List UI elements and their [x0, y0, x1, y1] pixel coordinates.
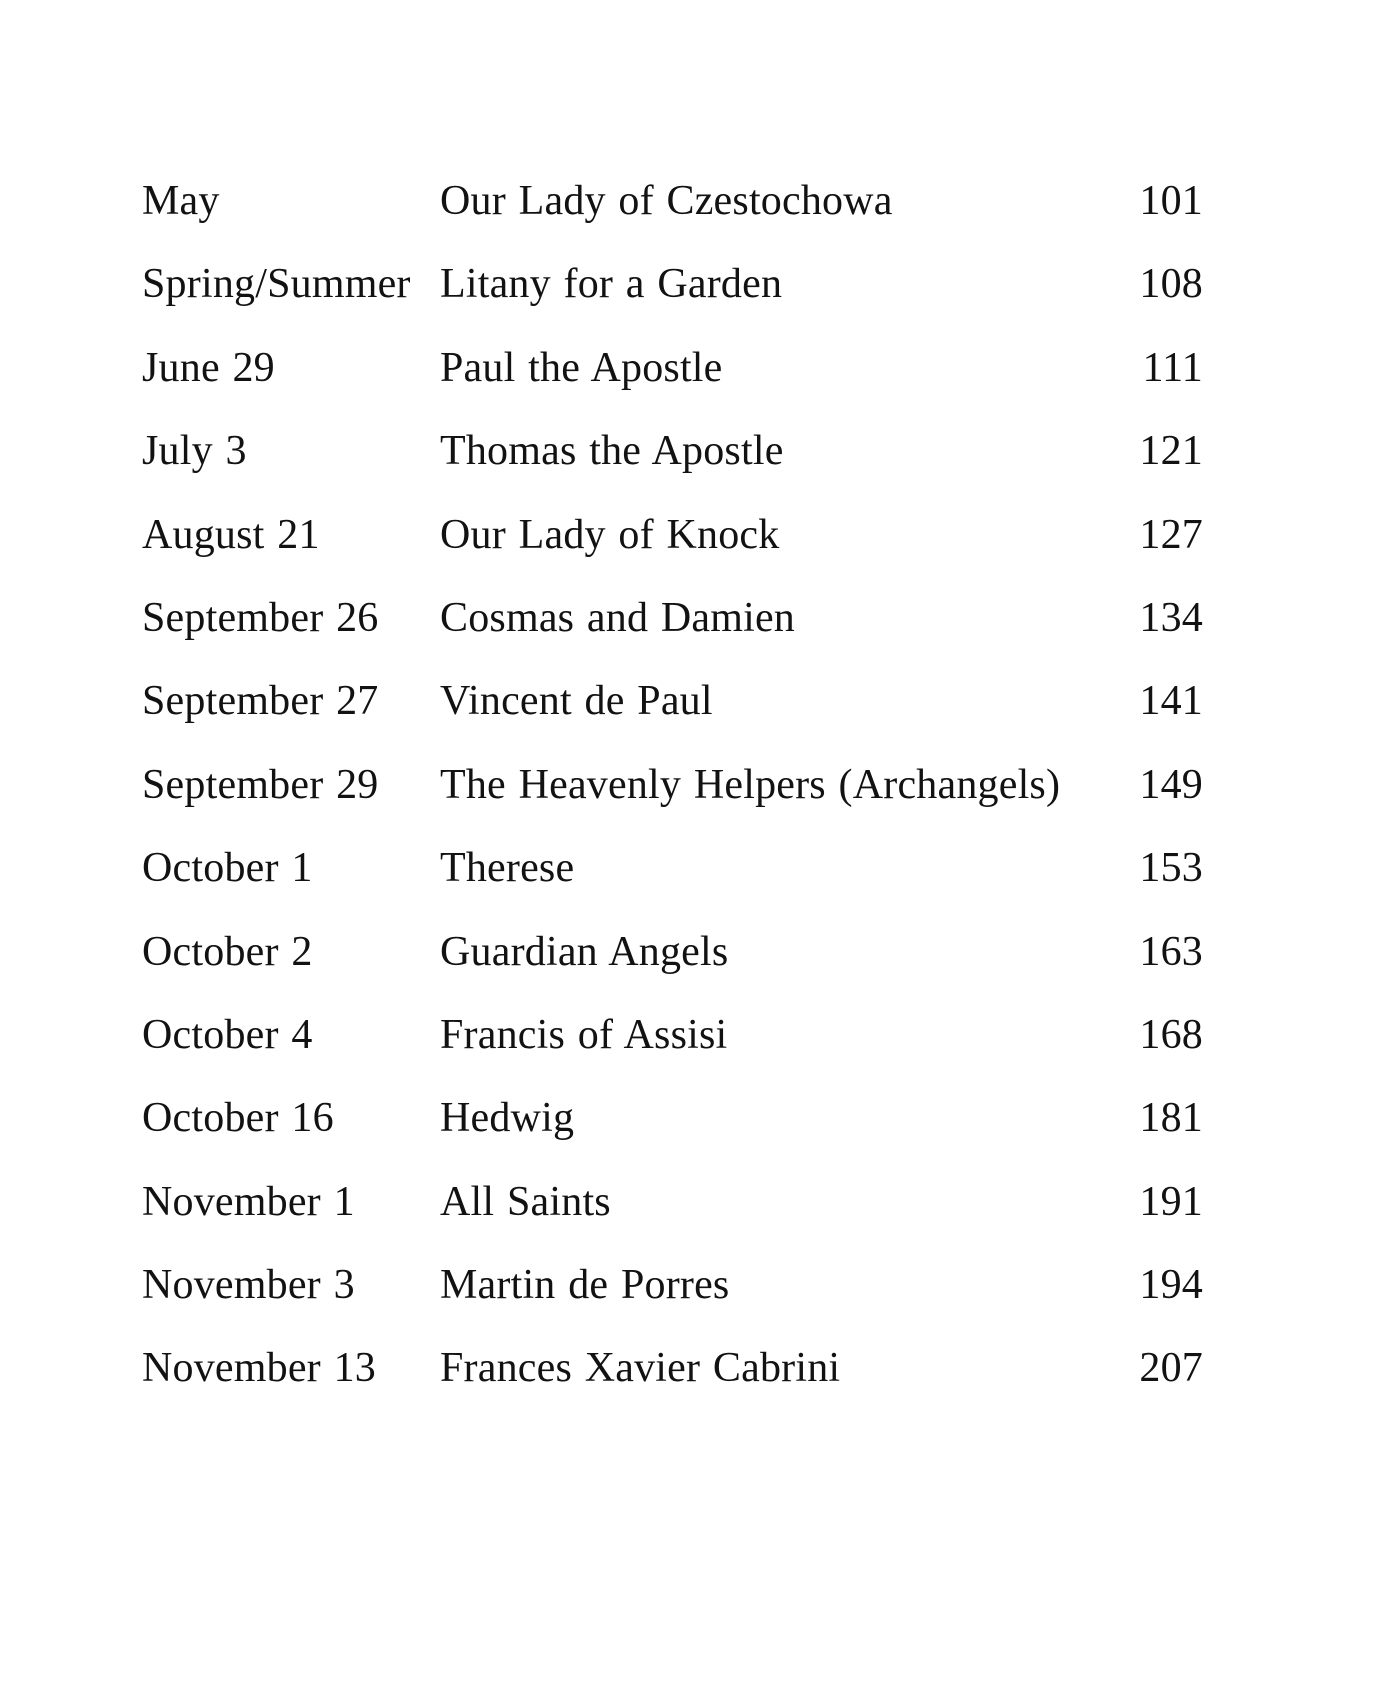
toc-row [142, 994, 1203, 1077]
toc-entry-page-number: 111 [1142, 344, 1203, 391]
toc-entry-title: Martin de Porres [440, 1262, 730, 1309]
toc-entry-title: Thomas the Apostle [440, 428, 784, 475]
toc-row [142, 1327, 1203, 1410]
toc-entry-title: The Heavenly Helpers (Archangels) [440, 761, 1061, 808]
toc-entry-date: June 29 [142, 344, 275, 391]
toc-entry-title: Paul the Apostle [440, 344, 723, 391]
toc-entry-date: October 4 [142, 1011, 313, 1058]
toc-entry-date: November 1 [142, 1178, 355, 1225]
toc-entry-title: All Saints [440, 1178, 611, 1225]
toc-entry-title: Francis of Assisi [440, 1011, 728, 1058]
toc-entry-page-number: 191 [1139, 1178, 1203, 1225]
toc-entry-date: November 3 [142, 1262, 355, 1309]
toc-entry-date: May [142, 178, 220, 224]
toc-row [142, 243, 1203, 326]
toc-row [142, 1161, 1203, 1244]
toc-row [142, 327, 1203, 410]
toc-entry-page-number: 101 [1139, 178, 1203, 224]
toc-entry-title: Our Lady of Czestochowa [440, 178, 893, 224]
toc-entry-page-number: 163 [1139, 928, 1203, 975]
toc-row [142, 410, 1203, 493]
toc-entry-page-number: 141 [1139, 678, 1203, 725]
toc-row [142, 911, 1203, 994]
toc-entry-title: Cosmas and Damien [440, 594, 796, 641]
toc-entry-page-number: 168 [1139, 1011, 1203, 1058]
toc-entry-title: Guardian Angels [440, 928, 729, 975]
toc-entry-page-number: 153 [1139, 845, 1203, 892]
toc-entry-date: July 3 [142, 428, 247, 475]
toc-entry-date: October 2 [142, 928, 313, 975]
toc-entry-date: October 1 [142, 845, 313, 892]
toc-entry-page-number: 121 [1139, 428, 1203, 475]
toc-row [142, 1244, 1203, 1327]
toc-row [142, 827, 1203, 910]
toc-entry-title: Our Lady of Knock [440, 511, 780, 558]
toc-entry-date: September 29 [142, 761, 379, 808]
toc-entry-title: Frances Xavier Cabrini [440, 1345, 841, 1392]
toc-row [142, 1077, 1203, 1160]
toc-row [142, 160, 1203, 243]
toc-entry-date: October 16 [142, 1095, 334, 1142]
toc-row [142, 494, 1203, 577]
toc-entry-title: Litany for a Garden [440, 261, 783, 308]
toc-entry-title: Vincent de Paul [440, 678, 713, 725]
toc-row [142, 577, 1203, 660]
toc-entry-page-number: 127 [1139, 511, 1203, 558]
toc-entry-page-number: 149 [1139, 761, 1203, 808]
toc-entry-page-number: 194 [1139, 1262, 1203, 1309]
toc-entry-date: November 13 [142, 1345, 376, 1392]
toc-row [142, 744, 1203, 827]
toc-entry-date: August 21 [142, 511, 320, 558]
toc-entry-page-number: 207 [1139, 1345, 1203, 1392]
table-of-contents [142, 160, 1203, 1411]
toc-entry-date: September 27 [142, 678, 379, 725]
toc-entry-date: September 26 [142, 594, 379, 641]
toc-entry-title: Therese [440, 845, 575, 892]
toc-entry-date: Spring/Summer [142, 261, 411, 308]
toc-entry-page-number: 108 [1139, 261, 1203, 308]
toc-entry-page-number: 134 [1139, 594, 1203, 641]
toc-row [142, 660, 1203, 743]
toc-entry-title: Hedwig [440, 1095, 575, 1142]
toc-entry-page-number: 181 [1139, 1095, 1203, 1142]
